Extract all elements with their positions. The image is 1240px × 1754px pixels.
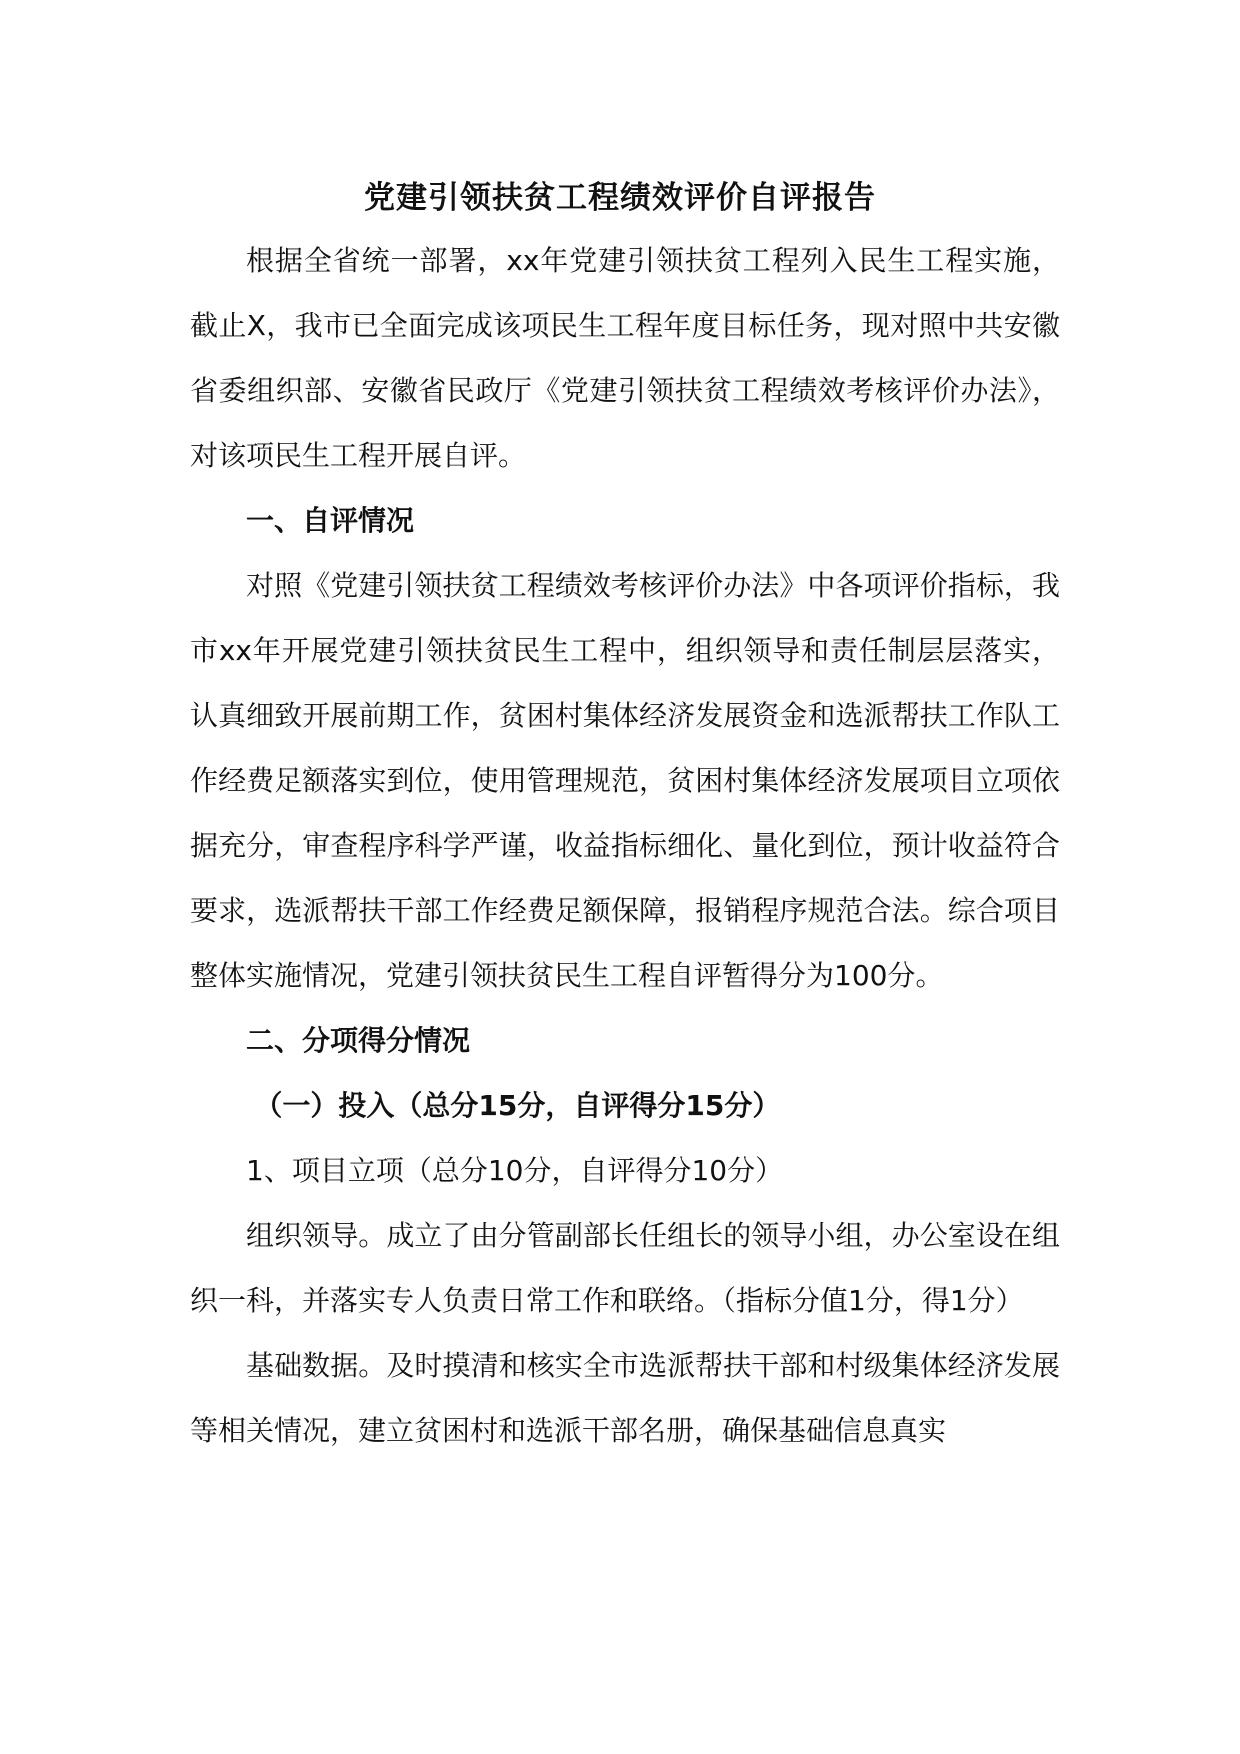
- basic-data-paragraph: 基础数据。及时摸清和核实全市选派帮扶干部和村级集体经济发展等相关情况，建立贫困村和选派干部名册，确保基础信息真实: [190, 1349, 1060, 1447]
- section-heading-item-scores: 二、分项得分情况: [246, 1024, 471, 1057]
- subsection-heading-input: （一）投入（总分15分，自评得分15分）: [254, 1089, 781, 1122]
- intro-paragraph: 根据全省统一部署，xx年党建引领扶贫工程列入民生工程实施，截止X，我市已全面完成该项民生工程年度目标任务，现对照中共安徽省委组织部、安徽省民政厅《党建引领扶贫工程绩效考核评价办法》，对该项民生工程开展自评。: [190, 244, 1060, 472]
- item-heading-project-approval: 1、项目立项（总分10分，自评得分10分）: [246, 1154, 784, 1187]
- section-heading-self-evaluation: 一、自评情况: [246, 504, 415, 537]
- document-body: [190, 228, 1060, 1463]
- document-title: 党建引领扶贫工程绩效评价自评报告: [364, 180, 876, 216]
- self-evaluation-paragraph: 对照《党建引领扶贫工程绩效考核评价办法》中各项评价指标，我市xx年开展党建引领扶贫民生工程中，组织领导和责任制层层落实，认真细致开展前期工作，贫困村集体经济发展资金和选派帮扶工作队工作经费足额落实到位，使用管理规范，贫困村集体经济发展项目立项依据充分，审查程序科学严谨，收益指标细化、量化到位，预计收益符合要求，选派帮扶干部工作经费足额保障，报销程序规范合法。综合项目整体实施情况，党建引领扶贫民生工程自评暂得分为100分。: [190, 569, 1060, 992]
- organization-leadership-paragraph: 组织领导。成立了由分管副部长任组长的领导小组，办公室设在组织一科，并落实专人负责日常工作和联络。（指标分值1分，得1分）: [190, 1219, 1060, 1317]
